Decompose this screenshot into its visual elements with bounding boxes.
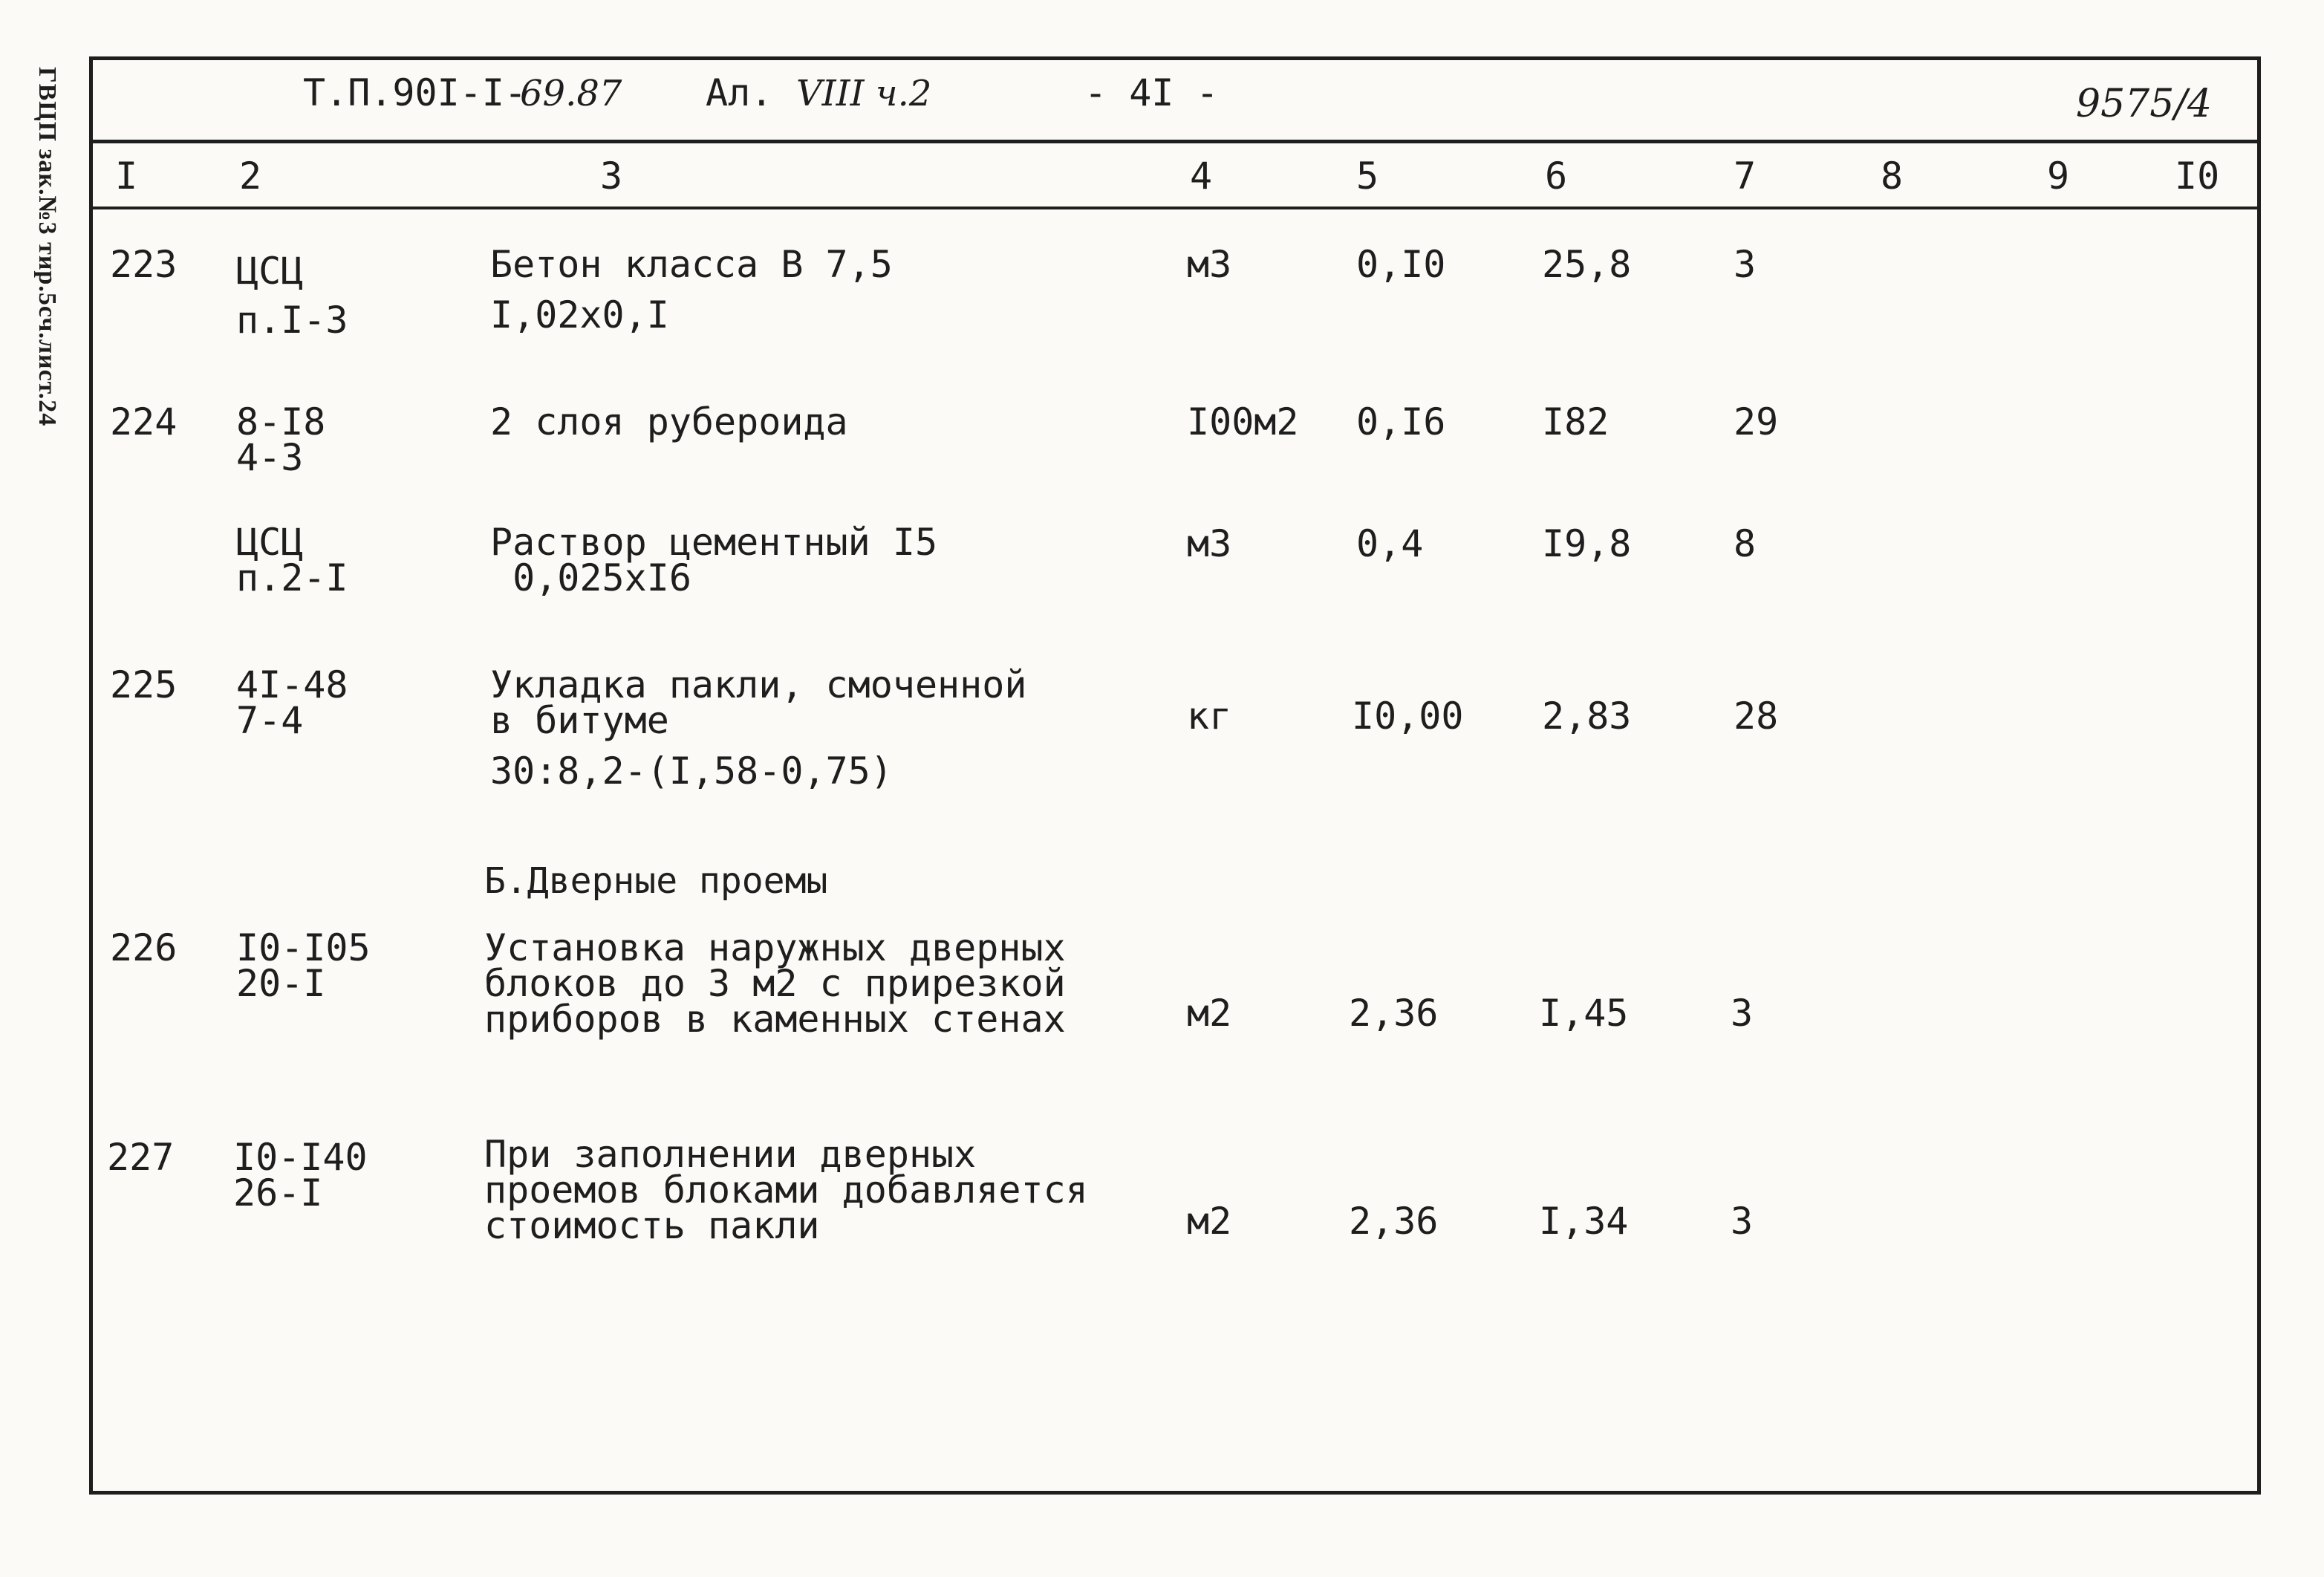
- quantity: 0,I6: [1356, 400, 1446, 443]
- unit-price: I,45: [1539, 992, 1629, 1035]
- col-header-3: 3: [600, 155, 623, 198]
- col-header-7: 7: [1734, 155, 1757, 198]
- header-divider: [89, 140, 2261, 143]
- rate-code: I0-I40 26-I: [233, 1136, 368, 1215]
- unit: м3: [1187, 243, 1232, 286]
- unit: м2: [1187, 992, 1232, 1035]
- quantity: I0,00: [1352, 695, 1464, 738]
- work-name: 2 слоя рубероида: [490, 400, 848, 443]
- col-header-2: 2: [239, 155, 262, 198]
- rate-code: ЦСЦ п.I-3: [236, 250, 348, 342]
- work-name: Бетон класса В 7,5: [490, 243, 893, 286]
- work-name: Раствор цементный I5 0,025xI6: [490, 521, 938, 599]
- unit-price: 25,8: [1542, 243, 1632, 286]
- row-number: 225: [110, 663, 178, 706]
- col-header-10: I0: [2175, 155, 2220, 198]
- unit: кг: [1187, 695, 1232, 738]
- row-number: 226: [110, 926, 178, 969]
- row-number: 223: [110, 243, 178, 286]
- col-header-9: 9: [2047, 155, 2070, 198]
- album-label: Ал.: [706, 71, 773, 114]
- total-cost: 3: [1734, 243, 1757, 286]
- archive-stamp-handwritten: 9575/4: [2076, 82, 2212, 126]
- rate-code: ЦСЦ п.2-I: [236, 521, 348, 599]
- col-header-6: 6: [1545, 155, 1568, 198]
- work-name: Укладка пакли, смоченной в битуме: [490, 663, 1027, 742]
- unit-price: I,34: [1539, 1200, 1629, 1243]
- col-header-4: 4: [1190, 155, 1213, 198]
- work-name: Установка наружных дверных блоков до 3 м2 с прирезкой приборов в каменных стенах: [484, 926, 1066, 1041]
- margin-stamp: [16, 67, 76, 483]
- section-heading: Б.Дверные проемы: [484, 860, 828, 902]
- row-number: 224: [110, 400, 178, 443]
- col-header-5: 5: [1356, 155, 1379, 198]
- rate-code: 4I-48 7-4: [236, 663, 348, 742]
- row-number: 227: [107, 1136, 175, 1179]
- total-cost: 3: [1731, 992, 1754, 1035]
- quantity-formula: I,02x0,I: [490, 293, 669, 336]
- unit-price: I82: [1542, 400, 1609, 443]
- page-number: - 4I -: [1084, 71, 1219, 114]
- unit: м2: [1187, 1200, 1232, 1243]
- col-header-1: I: [115, 155, 138, 198]
- total-cost: 29: [1734, 400, 1779, 443]
- document-year-handwritten: 69.87: [520, 73, 622, 114]
- margin-note: ГВЦП зак.№3 тир.5сч.лист.24: [33, 67, 61, 427]
- total-cost: 28: [1734, 695, 1779, 738]
- album-number-handwritten: VIII ч.2: [796, 73, 932, 114]
- work-name: При заполнении дверных проемов блоками добавляется стоимость пакли: [484, 1133, 1088, 1247]
- unit: I00м2: [1187, 400, 1299, 443]
- unit: м3: [1187, 522, 1232, 565]
- rate-code: 8-I8 4-3: [236, 400, 326, 479]
- total-cost: 3: [1731, 1200, 1754, 1243]
- table-frame: [89, 56, 2261, 1495]
- unit-price: I9,8: [1542, 522, 1632, 565]
- document-code: Т.П.90I-I-: [303, 71, 527, 114]
- unit-price: 2,83: [1542, 695, 1632, 738]
- column-header-divider: [89, 207, 2261, 209]
- col-header-8: 8: [1881, 155, 1904, 198]
- quantity: 0,I0: [1356, 243, 1446, 286]
- total-cost: 8: [1734, 522, 1757, 565]
- quantity: 2,36: [1349, 1200, 1439, 1243]
- quantity-formula: 30:8,2-(I,58-0,75): [490, 750, 893, 793]
- quantity: 0,4: [1356, 522, 1424, 565]
- rate-code: I0-I05 20-I: [236, 926, 371, 1005]
- quantity: 2,36: [1349, 992, 1439, 1035]
